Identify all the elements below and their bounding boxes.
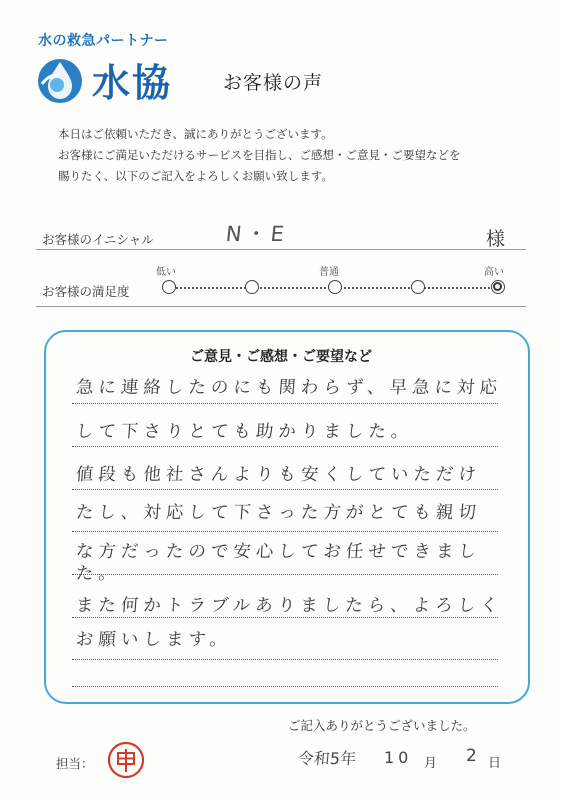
comment-line: た。 <box>75 564 122 584</box>
date-month-unit: 月 <box>424 756 438 771</box>
satisfaction-option-5[interactable] <box>491 280 505 294</box>
comment-line: な方だったので安心してお任せできまし <box>75 542 482 562</box>
scale-caption-mid: 普通 <box>319 267 339 278</box>
water-drop-logo-icon <box>34 54 86 106</box>
writing-rule <box>72 686 498 687</box>
date-month: 10 <box>384 748 413 767</box>
brand-tagline: 水の救急パートナー <box>38 33 169 49</box>
thanks-message: ご記入ありがとうございました。 <box>288 718 476 733</box>
comment-line: して下さりとても助かりました。 <box>75 422 415 442</box>
initials-underline <box>36 249 526 250</box>
comment-line: また何かトラブルありましたら、よろしく <box>75 596 504 616</box>
staff-seal-icon <box>106 740 146 780</box>
date-era-year: 令和5年 <box>297 749 357 768</box>
writing-rule <box>72 446 498 447</box>
comment-box-title: ご意見・ご感想・ご要望など <box>190 349 372 365</box>
writing-rule <box>72 574 498 575</box>
scale-caption-high: 高い <box>484 267 504 278</box>
initials-honorific: 様 <box>486 228 506 250</box>
date-day-unit: 日 <box>488 756 502 771</box>
scale-caption-low: 低い <box>156 267 176 278</box>
intro-line: お客様にご満足いただけるサービスを目指し、ご感想・ご意見・ご要望などを <box>58 148 461 162</box>
comment-line: たし、対応して下さった方がとても親切 <box>75 503 482 523</box>
intro-line: 賜りたく、以下のご記入をよろしくお願い致します。 <box>58 169 333 183</box>
document-title: お客様の声 <box>223 72 324 94</box>
writing-rule <box>72 403 498 404</box>
selected-mark-icon <box>493 282 502 291</box>
satisfaction-option-4[interactable] <box>411 280 425 294</box>
satisfaction-option-3[interactable] <box>328 280 342 294</box>
writing-rule <box>72 489 498 490</box>
intro-line: 本日はご依頼いただき、誠にありがとうございます。 <box>58 127 333 141</box>
satisfaction-option-1[interactable] <box>162 280 176 294</box>
writing-rule <box>72 531 498 532</box>
satisfaction-underline <box>36 306 526 307</box>
comment-line: 急に連絡したのにも関わらず、早急に対応 <box>75 378 503 398</box>
initials-label: お客様のイニシャル <box>42 232 154 247</box>
satisfaction-label: お客様の満足度 <box>42 284 130 299</box>
comment-line: お願いします。 <box>75 630 233 650</box>
initials-value: N・E <box>224 222 290 246</box>
staff-label: 担当： <box>56 756 94 771</box>
satisfaction-option-2[interactable] <box>245 280 259 294</box>
company-logo-text: 水協 <box>92 61 173 105</box>
writing-rule <box>72 617 498 618</box>
comment-line: 値段も他社さんよりも安くしていただけ <box>75 465 482 485</box>
intro-text <box>58 124 538 187</box>
writing-rule <box>72 659 498 660</box>
date-day: 2 <box>466 746 477 766</box>
